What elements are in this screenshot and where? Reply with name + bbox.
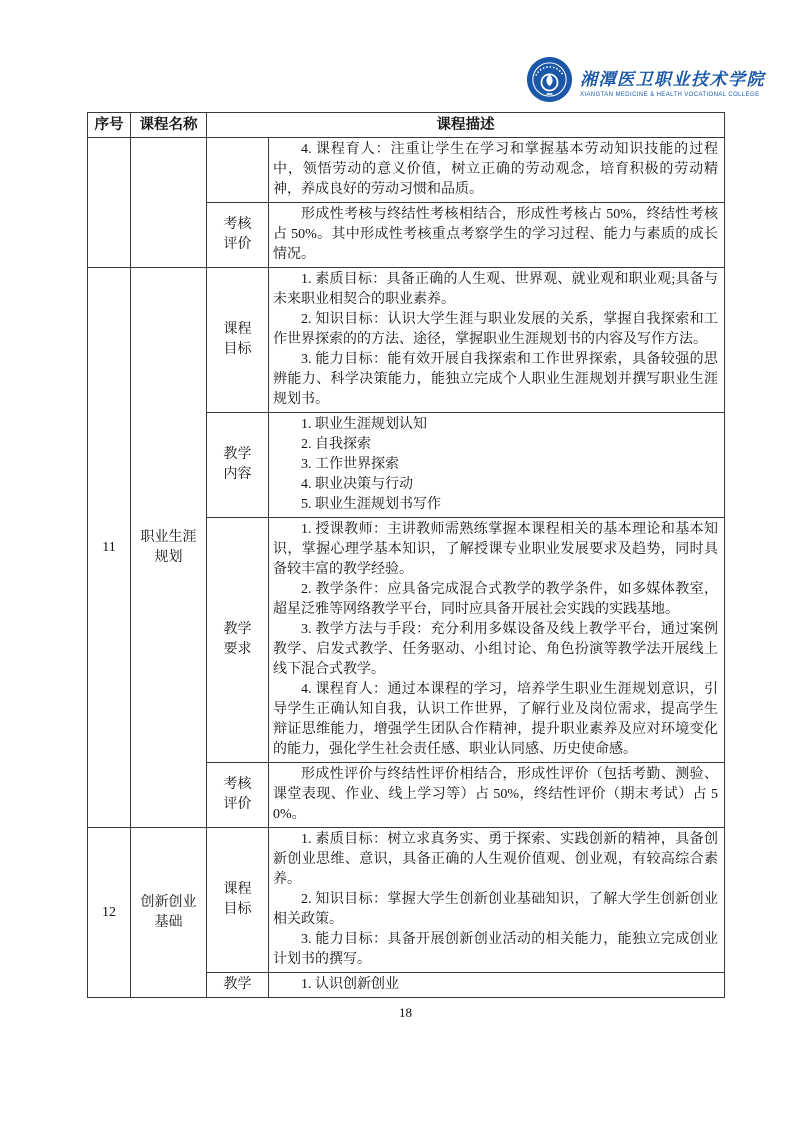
description-paragraph: 形成性评价与终结性评价相结合，形成性评价（包括考勤、测验、课堂表现、作业、线上学习等）占 50%，终结性评价（期末考试）占 50%。 bbox=[273, 767, 718, 822]
header-course-name: 课程名称 bbox=[131, 113, 207, 138]
college-name-zh: 湘潭医卫职业技术学院 bbox=[580, 70, 765, 89]
table-container bbox=[87, 112, 724, 1021]
course-name-cell bbox=[131, 138, 207, 268]
description-paragraph: 3. 教学方法与手段：充分利用多媒设备及线上教学平台，通过案例教学、启发式教学、任务驱动、小组讨论、角色扮演等教学法开展线上线下混合式教学。 bbox=[273, 622, 718, 677]
header-serial: 序号 bbox=[88, 113, 131, 138]
course-name-cell: 创新创业基础 bbox=[131, 828, 207, 998]
row-label-cell: 课程目标 bbox=[207, 828, 269, 973]
description-cell bbox=[269, 138, 725, 203]
description-paragraph: 3. 工作世界探索 bbox=[301, 457, 399, 472]
course-description-table bbox=[87, 112, 725, 998]
description-cell bbox=[269, 268, 725, 413]
description-paragraph: 1. 认识创新创业 bbox=[301, 977, 399, 992]
description-cell bbox=[269, 518, 725, 763]
serial-cell: 11 bbox=[88, 268, 131, 828]
table-header-row bbox=[88, 113, 725, 138]
description-paragraph: 4. 职业决策与行动 bbox=[301, 477, 413, 492]
description-paragraph: 1. 素质目标：树立求真务实、勇于探索、实践创新的精神，具备创新创业思维、意识，具备正确的人生观价值观、创业观，有较高综合素养。 bbox=[273, 832, 718, 887]
row-label-cell: 教学要求 bbox=[207, 518, 269, 763]
table-row bbox=[88, 828, 725, 973]
row-label-cell: 教学内容 bbox=[207, 413, 269, 518]
course-name-cell: 职业生涯规划 bbox=[131, 268, 207, 828]
description-paragraph: 1. 职业生涯规划认知 bbox=[301, 417, 427, 432]
row-label-cell: 教学 bbox=[207, 973, 269, 998]
description-paragraph: 4. 课程育人：通过本课程的学习，培养学生职业生涯规划意识，引导学生正确认知自我，认识工作世界，了解行业及岗位需求，提高学生辩证思维能力，增强学生团队合作精神，提升职业素养及应对环境变化的能力，强化学生社会责任感、职业认同感、历史使命感。 bbox=[273, 682, 718, 757]
description-paragraph: 1. 素质目标：具备正确的人生观、世界观、就业观和职业观;具备与未来职业相契合的职业素养。 bbox=[273, 272, 718, 307]
description-paragraph: 2. 教学条件：应具备完成混合式教学的教学条件，如多媒体教室，超星泛雅等网络教学平台，同时应具备开展社会实践的实践基地。 bbox=[273, 582, 718, 617]
description-cell bbox=[269, 973, 725, 998]
table-row bbox=[88, 138, 725, 203]
description-cell bbox=[269, 413, 725, 518]
college-emblem-icon bbox=[526, 56, 573, 103]
description-paragraph: 2. 自我探索 bbox=[301, 437, 371, 452]
row-label-cell bbox=[207, 138, 269, 203]
college-name-block bbox=[580, 56, 765, 98]
page-number: 18 bbox=[399, 1005, 412, 1020]
description-cell bbox=[269, 203, 725, 268]
description-paragraph: 3. 能力目标：能有效开展自我探索和工作世界探索，具备较强的思辨能力、科学决策能力，能独立完成个人职业生涯规划并撰写职业生涯规划书。 bbox=[273, 352, 718, 407]
serial-cell bbox=[88, 138, 131, 268]
description-cell bbox=[269, 828, 725, 973]
row-label-cell: 考核评价 bbox=[207, 203, 269, 268]
description-paragraph: 5. 职业生涯规划书写作 bbox=[301, 497, 441, 512]
college-name-en: XIANGTAN MEDICINE & HEALTH VOCATIONAL COLLEGE bbox=[580, 92, 760, 98]
description-paragraph: 2. 知识目标：掌握大学生创新创业基础知识，了解大学生创新创业相关政策。 bbox=[273, 892, 718, 927]
header-course-desc: 课程描述 bbox=[207, 113, 725, 138]
description-paragraph: 3. 能力目标：具备开展创新创业活动的相关能力，能独立完成创业计划书的撰写。 bbox=[273, 932, 718, 967]
table-row bbox=[88, 268, 725, 413]
description-cell bbox=[269, 763, 725, 828]
row-label-cell: 考核评价 bbox=[207, 763, 269, 828]
serial-cell: 12 bbox=[88, 828, 131, 998]
description-paragraph: 2. 知识目标：认识大学生涯与职业发展的关系，掌握自我探索和工作世界探索的的方法、途径，掌握职业生涯规划书的内容及写作方法。 bbox=[273, 312, 718, 347]
row-label-cell: 课程目标 bbox=[207, 268, 269, 413]
description-paragraph: 形成性考核与终结性考核相结合，形成性考核占 50%，终结性考核占 50%。其中形成性考核重点考察学生的学习过程、能力与素质的成长情况。 bbox=[273, 207, 718, 262]
description-paragraph: 4. 课程育人：注重让学生在学习和掌握基本劳动知识技能的过程中，领悟劳动的意义价值，树立正确的劳动观念，培育积极的劳动精神，养成良好的劳动习惯和品质。 bbox=[273, 142, 718, 197]
description-paragraph: 1. 授课教师：主讲教师需熟练掌握本课程相关的基本理论和基本知识，掌握心理学基本知识，了解授课专业职业发展要求及趋势，同时具备较丰富的教学经验。 bbox=[273, 522, 718, 577]
college-logo bbox=[526, 56, 765, 103]
